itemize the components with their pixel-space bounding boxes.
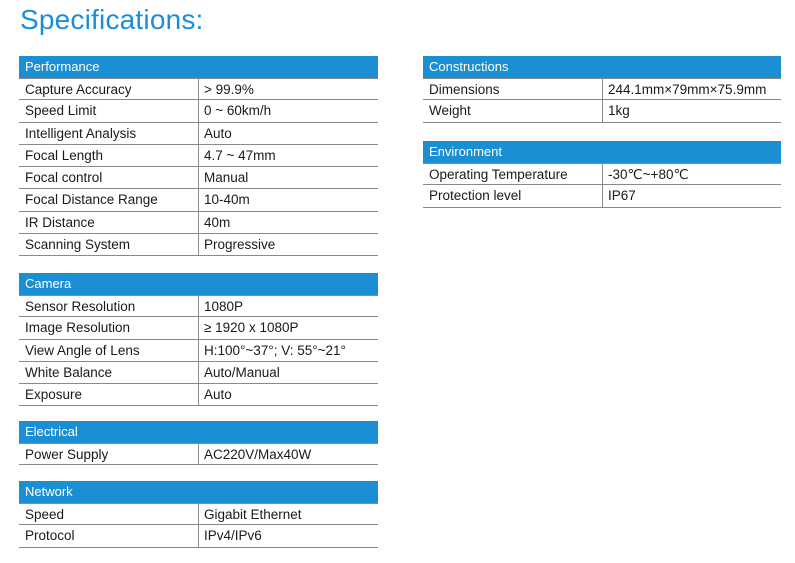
page-title: Specifications:	[20, 4, 204, 35]
spec-row	[19, 212, 378, 234]
performance-header: Performance	[19, 56, 378, 78]
spec-value: Auto	[204, 387, 232, 403]
spec-label: Power Supply	[19, 444, 199, 464]
spec-row	[423, 185, 781, 207]
electrical-header: Electrical	[19, 421, 378, 443]
camera-header: Camera	[19, 273, 378, 295]
spec-row	[19, 167, 378, 189]
spec-value: 1kg	[608, 103, 630, 119]
constructions-table	[423, 56, 781, 123]
spec-row	[19, 100, 378, 122]
spec-row	[19, 340, 378, 362]
spec-row	[423, 163, 781, 185]
spec-label: Capture Accuracy	[19, 79, 199, 99]
spec-value: ≥ 1920 x 1080P	[204, 320, 299, 336]
spec-row	[19, 234, 378, 256]
camera-table	[19, 273, 378, 406]
spec-label: Exposure	[19, 384, 199, 405]
spec-label: View Angle of Lens	[19, 340, 199, 361]
spec-value: H:100°~37°; V: 55°~21°	[204, 342, 346, 358]
spec-value: 244.1mm×79mm×75.9mm	[608, 82, 767, 97]
spec-value: > 99.9%	[204, 82, 254, 97]
spec-value: Gigabit Ethernet	[204, 507, 302, 522]
spec-row	[19, 384, 378, 406]
spec-row	[19, 145, 378, 167]
spec-label: IR Distance	[19, 212, 199, 233]
spec-row	[19, 189, 378, 211]
spec-row	[19, 503, 378, 525]
spec-row	[19, 525, 378, 547]
spec-label: Image Resolution	[19, 317, 199, 338]
spec-label: Protocol	[19, 525, 199, 546]
spec-row	[423, 100, 781, 122]
spec-label: Focal control	[19, 167, 199, 188]
environment-table	[423, 141, 781, 208]
environment-header: Environment	[423, 141, 781, 163]
performance-table	[19, 56, 378, 256]
spec-value: 1080P	[204, 299, 244, 314]
spec-row	[423, 78, 781, 100]
spec-value: -30℃~+80℃	[608, 167, 689, 182]
electrical-table	[19, 421, 378, 465]
spec-label: Scanning System	[19, 234, 199, 255]
spec-value: IP67	[608, 188, 636, 204]
network-header: Network	[19, 481, 378, 503]
spec-row	[19, 78, 378, 100]
spec-row	[19, 295, 378, 317]
spec-label: Speed Limit	[19, 100, 199, 121]
spec-label: Dimensions	[423, 79, 603, 99]
spec-label: Operating Temperature	[423, 164, 603, 184]
spec-label: Speed	[19, 504, 199, 524]
spec-value: Auto/Manual	[204, 364, 280, 380]
spec-label: White Balance	[19, 362, 199, 383]
spec-value: Progressive	[204, 237, 276, 253]
spec-value: Auto	[204, 125, 232, 141]
spec-row	[19, 362, 378, 384]
spec-value: 10-40m	[204, 192, 250, 208]
constructions-header: Constructions	[423, 56, 781, 78]
spec-label: Protection level	[423, 185, 603, 206]
spec-row	[19, 443, 378, 465]
spec-label: Focal Length	[19, 145, 199, 166]
spec-row	[19, 123, 378, 145]
spec-label: Intelligent Analysis	[19, 123, 199, 144]
spec-row	[19, 317, 378, 339]
network-table	[19, 481, 378, 548]
spec-label: Sensor Resolution	[19, 296, 199, 316]
spec-value: AC220V/Max40W	[204, 447, 312, 462]
spec-value: 0 ~ 60km/h	[204, 103, 272, 119]
spec-value: IPv4/IPv6	[204, 528, 262, 544]
spec-label: Focal Distance Range	[19, 189, 199, 210]
spec-value: Manual	[204, 170, 249, 186]
spec-label: Weight	[423, 100, 603, 121]
spec-value: 40m	[204, 214, 231, 230]
spec-value: 4.7 ~ 47mm	[204, 147, 276, 163]
